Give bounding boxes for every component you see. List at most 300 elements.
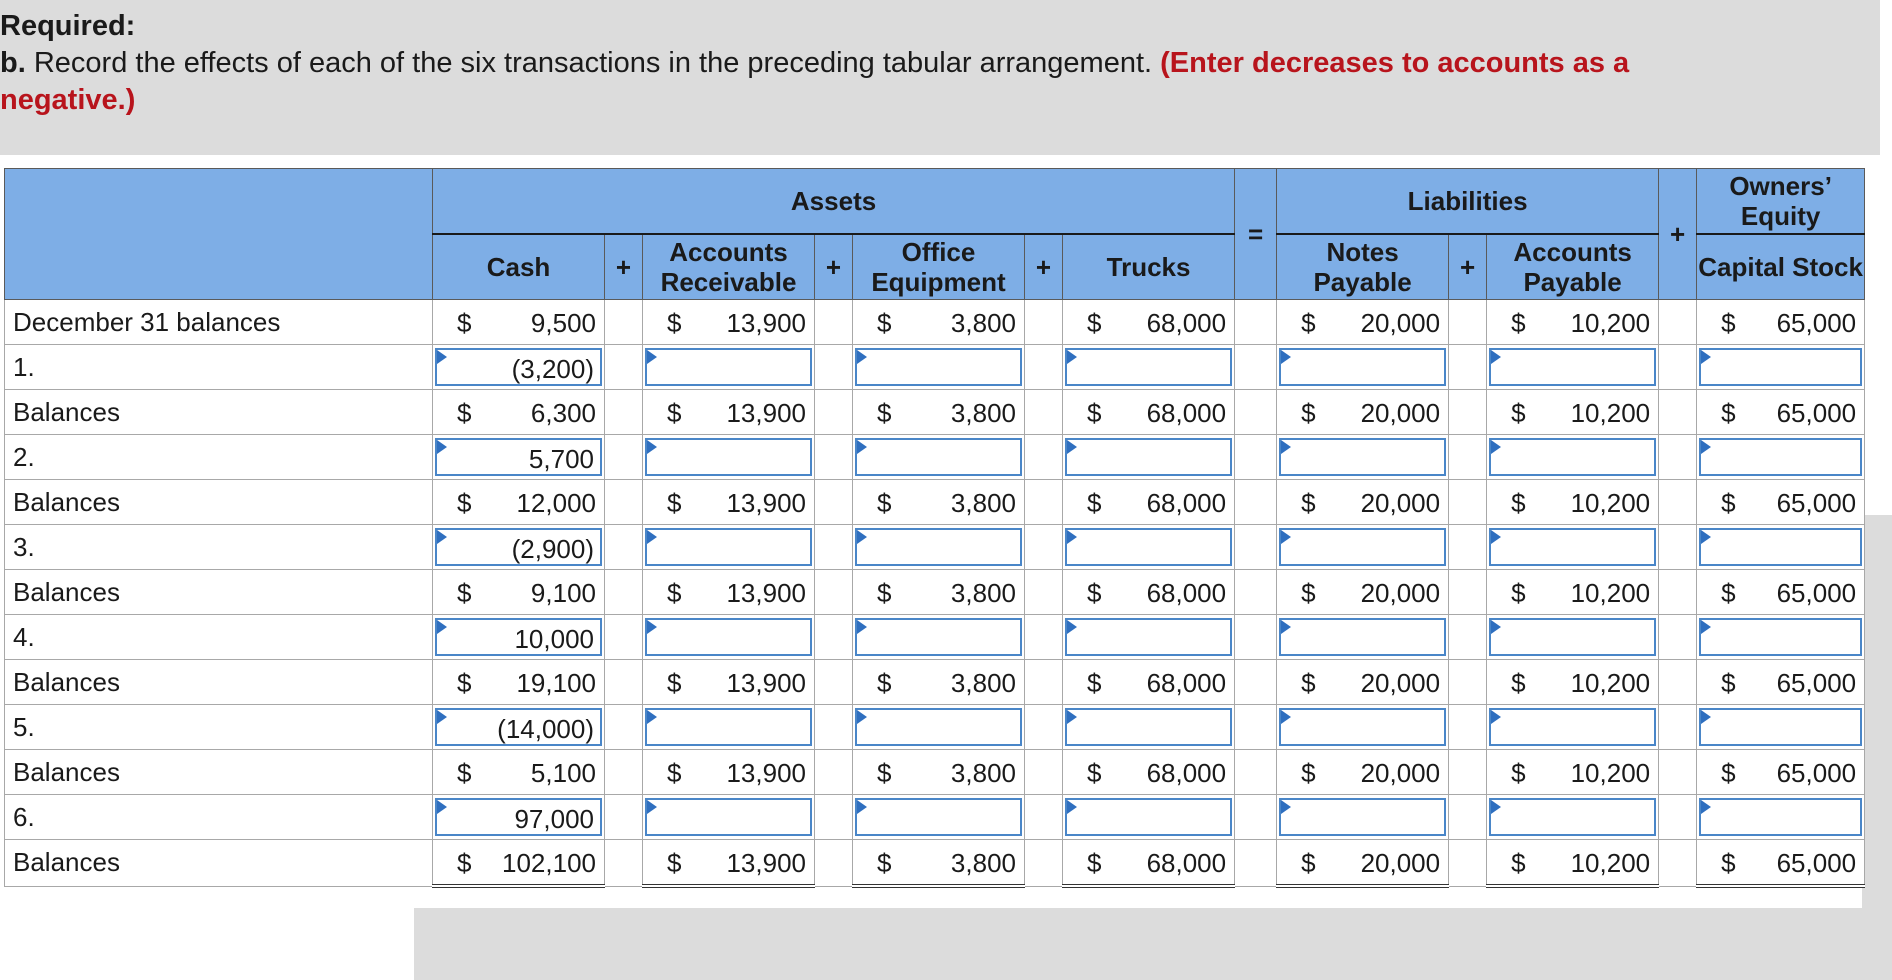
notes-payable-cell xyxy=(1277,435,1449,480)
dollar-sign: $ xyxy=(1721,668,1736,698)
dollar-sign: $ xyxy=(667,488,682,518)
dollar-sign: $ xyxy=(457,488,472,518)
cash-cell xyxy=(433,525,605,570)
dollar-sign: $ xyxy=(877,308,892,338)
office-equipment-value: 3,800 xyxy=(950,488,1016,518)
dollar-sign: $ xyxy=(1301,398,1316,428)
cash-input[interactable] xyxy=(435,708,602,746)
dropdown-marker-icon xyxy=(1067,710,1077,724)
dollar-sign: $ xyxy=(877,758,892,788)
dropdown-marker-icon xyxy=(1491,530,1501,544)
dollar-sign: $ xyxy=(1087,308,1102,338)
accounts-payable-balance xyxy=(1487,571,1658,613)
capital-stock-input[interactable] xyxy=(1699,528,1862,566)
accounts-receivable-value: 13,900 xyxy=(726,398,806,428)
accounts-receivable-balance xyxy=(643,301,814,343)
operator-gap xyxy=(605,795,643,840)
operator-gap xyxy=(1449,525,1487,570)
operator-gap xyxy=(815,840,853,887)
cash-value: 5,100 xyxy=(530,758,596,788)
balance-row xyxy=(5,570,1865,615)
operator-gap xyxy=(1449,795,1487,840)
accounts-payable-cell xyxy=(1487,840,1659,887)
accounts-payable-input[interactable] xyxy=(1489,348,1656,386)
office-equipment-cell xyxy=(853,840,1025,887)
office-equipment-input[interactable] xyxy=(855,798,1022,836)
operator-gap xyxy=(1449,345,1487,390)
notes-payable-balance xyxy=(1277,301,1448,343)
accounts-payable-value: 10,200 xyxy=(1570,398,1651,428)
dollar-sign: $ xyxy=(877,848,892,878)
operator-gap xyxy=(815,705,853,750)
cash-balance xyxy=(433,661,604,703)
operator-gap xyxy=(1025,525,1063,570)
cash-input[interactable] xyxy=(435,528,602,566)
dollar-sign: $ xyxy=(667,668,682,698)
office-equipment-balance xyxy=(853,841,1024,883)
operator-gap xyxy=(605,435,643,480)
cash-value: (3,200) xyxy=(511,354,594,384)
operator-gap xyxy=(1659,525,1697,570)
notes-payable-cell xyxy=(1277,480,1449,525)
notes-payable-input[interactable] xyxy=(1279,438,1446,476)
cash-cell xyxy=(433,660,605,705)
dollar-sign: $ xyxy=(1087,758,1102,788)
operator-gap xyxy=(1449,660,1487,705)
dollar-sign: $ xyxy=(1087,848,1102,878)
accounts-payable-cell xyxy=(1487,345,1659,390)
operator-gap xyxy=(605,525,643,570)
cash-input[interactable] xyxy=(435,438,602,476)
dollar-sign: $ xyxy=(667,578,682,608)
dollar-sign: $ xyxy=(1721,398,1736,428)
cash-cell xyxy=(433,345,605,390)
transaction-row xyxy=(5,795,1865,840)
trucks-cell xyxy=(1063,570,1235,615)
office-equipment-balance xyxy=(853,481,1024,523)
trucks-input[interactable] xyxy=(1065,528,1232,566)
accounts-payable-value: 10,200 xyxy=(1570,668,1651,698)
row-label: Balances xyxy=(5,840,433,887)
cash-value: 9,500 xyxy=(530,308,596,338)
office-equipment-value: 3,800 xyxy=(950,668,1016,698)
operator-gap xyxy=(1449,390,1487,435)
operator-gap xyxy=(1659,705,1697,750)
dollar-sign: $ xyxy=(457,848,472,878)
equals-sign: = xyxy=(1235,169,1277,300)
part-letter: b. xyxy=(0,47,26,79)
capital-stock-header: Capital Stock xyxy=(1697,234,1865,300)
office-equipment-value: 3,800 xyxy=(950,308,1016,338)
accounts-payable-input[interactable] xyxy=(1489,798,1656,836)
accounts-payable-value: 10,200 xyxy=(1570,848,1651,878)
capital-stock-balance xyxy=(1697,571,1864,613)
accounts-payable-balance xyxy=(1487,751,1658,793)
trucks-balance xyxy=(1063,661,1234,703)
office-equipment-cell xyxy=(853,525,1025,570)
row-label: Balances xyxy=(5,480,433,525)
accounts-receivable-input[interactable] xyxy=(645,708,812,746)
cash-value: 5,700 xyxy=(528,444,594,474)
background-strip-bottom xyxy=(414,908,1892,980)
notes-payable-value: 20,000 xyxy=(1360,668,1441,698)
dollar-sign: $ xyxy=(1721,848,1736,878)
dropdown-marker-icon xyxy=(437,710,447,724)
cash-cell xyxy=(433,750,605,795)
row-label: 5. xyxy=(5,705,433,750)
cash-balance xyxy=(433,391,604,433)
header-row-groups xyxy=(5,169,1865,235)
office-equipment-value: 3,800 xyxy=(950,848,1016,878)
accounts-receivable-value: 13,900 xyxy=(726,488,806,518)
dropdown-marker-icon xyxy=(1491,620,1501,634)
accounts-payable-input[interactable] xyxy=(1489,618,1656,656)
accounts-receivable-value: 13,900 xyxy=(726,668,806,698)
office-equipment-input[interactable] xyxy=(855,528,1022,566)
cash-value: 6,300 xyxy=(530,398,596,428)
trucks-cell xyxy=(1063,435,1235,480)
dropdown-marker-icon xyxy=(1067,530,1077,544)
accounts-receivable-cell xyxy=(643,300,815,345)
accounts-payable-input[interactable] xyxy=(1489,438,1656,476)
capital-stock-cell xyxy=(1697,840,1865,887)
operator-gap xyxy=(1235,660,1277,705)
office-equipment-input[interactable] xyxy=(855,348,1022,386)
accounts-receivable-cell xyxy=(643,750,815,795)
dollar-sign: $ xyxy=(457,758,472,788)
question-prompt xyxy=(0,8,1770,119)
cash-cell xyxy=(433,795,605,840)
dollar-sign: $ xyxy=(1301,308,1316,338)
dropdown-marker-icon xyxy=(437,440,447,454)
accounts-receivable-cell xyxy=(643,390,815,435)
accounts-receivable-input[interactable] xyxy=(645,438,812,476)
trucks-input[interactable] xyxy=(1065,798,1232,836)
cash-value: 19,100 xyxy=(516,668,596,698)
operator-gap xyxy=(1025,705,1063,750)
trucks-value: 68,000 xyxy=(1146,488,1227,518)
capital-stock-input[interactable] xyxy=(1699,618,1862,656)
notes-payable-value: 20,000 xyxy=(1360,398,1441,428)
dollar-sign: $ xyxy=(877,398,892,428)
notes-payable-input[interactable] xyxy=(1279,348,1446,386)
capital-stock-cell xyxy=(1697,795,1865,840)
operator-gap xyxy=(1025,300,1063,345)
dollar-sign: $ xyxy=(1721,578,1736,608)
accounts-payable-cell xyxy=(1487,390,1659,435)
dropdown-marker-icon xyxy=(857,800,867,814)
dollar-sign: $ xyxy=(877,668,892,698)
dropdown-marker-icon xyxy=(647,800,657,814)
notes-payable-balance xyxy=(1277,481,1448,523)
office-equipment-input[interactable] xyxy=(855,618,1022,656)
dropdown-marker-icon xyxy=(1701,710,1711,724)
accounts-payable-balance xyxy=(1487,661,1658,703)
accounts-payable-cell xyxy=(1487,300,1659,345)
row-label: Balances xyxy=(5,660,433,705)
accounts-payable-cell xyxy=(1487,660,1659,705)
office-equipment-cell xyxy=(853,795,1025,840)
notes-payable-value: 20,000 xyxy=(1360,578,1441,608)
emphasis-text: (Enter decreases to accounts as a negative.) xyxy=(0,47,1630,116)
operator-gap xyxy=(605,705,643,750)
cash-input[interactable] xyxy=(435,348,602,386)
operator-gap xyxy=(815,435,853,480)
accounts-payable-header: Accounts Payable xyxy=(1487,234,1659,300)
dropdown-marker-icon xyxy=(437,530,447,544)
accounts-receivable-cell xyxy=(643,345,815,390)
capital-stock-cell xyxy=(1697,570,1865,615)
cash-value: 9,100 xyxy=(530,578,596,608)
dollar-sign: $ xyxy=(1511,668,1526,698)
trucks-cell xyxy=(1063,390,1235,435)
cash-cell xyxy=(433,390,605,435)
dropdown-marker-icon xyxy=(1281,800,1291,814)
office-equipment-cell xyxy=(853,570,1025,615)
operator-gap xyxy=(1235,705,1277,750)
row-label: 3. xyxy=(5,525,433,570)
trucks-balance xyxy=(1063,481,1234,523)
notes-payable-input[interactable] xyxy=(1279,798,1446,836)
dropdown-marker-icon xyxy=(1067,620,1077,634)
accounts-receivable-input[interactable] xyxy=(645,528,812,566)
office-equipment-balance xyxy=(853,751,1024,793)
office-equipment-balance xyxy=(853,391,1024,433)
cash-input[interactable] xyxy=(435,798,602,836)
cash-cell xyxy=(433,705,605,750)
trucks-input[interactable] xyxy=(1065,708,1232,746)
operator-gap xyxy=(1025,660,1063,705)
dollar-sign: $ xyxy=(1301,848,1316,878)
accounts-payable-value: 10,200 xyxy=(1570,578,1651,608)
dropdown-marker-icon xyxy=(857,530,867,544)
capital-stock-cell xyxy=(1697,300,1865,345)
operator-gap xyxy=(1449,435,1487,480)
notes-payable-cell xyxy=(1277,840,1449,887)
dropdown-marker-icon xyxy=(1281,620,1291,634)
cash-cell xyxy=(433,615,605,660)
accounts-receivable-cell xyxy=(643,480,815,525)
notes-payable-cell xyxy=(1277,570,1449,615)
capital-stock-balance xyxy=(1697,841,1864,883)
accounts-receivable-balance xyxy=(643,391,814,433)
dropdown-marker-icon xyxy=(437,800,447,814)
cash-balance xyxy=(433,571,604,613)
trucks-cell xyxy=(1063,525,1235,570)
operator-gap xyxy=(815,480,853,525)
operator-gap xyxy=(1235,840,1277,887)
accounts-receivable-cell xyxy=(643,660,815,705)
trucks-cell xyxy=(1063,345,1235,390)
row-label: Balances xyxy=(5,750,433,795)
dropdown-marker-icon xyxy=(857,710,867,724)
capital-stock-value: 65,000 xyxy=(1776,758,1857,788)
trucks-cell xyxy=(1063,660,1235,705)
dollar-sign: $ xyxy=(1721,308,1736,338)
notes-payable-cell xyxy=(1277,750,1449,795)
office-equipment-cell xyxy=(853,300,1025,345)
notes-payable-value: 20,000 xyxy=(1360,758,1441,788)
operator-gap xyxy=(815,390,853,435)
cash-input[interactable] xyxy=(435,618,602,656)
office-equipment-value: 3,800 xyxy=(950,758,1016,788)
accounts-receivable-cell xyxy=(643,795,815,840)
office-equipment-balance xyxy=(853,571,1024,613)
office-equipment-value: 3,800 xyxy=(950,398,1016,428)
trucks-balance xyxy=(1063,391,1234,433)
plus-sign: + xyxy=(1659,169,1697,300)
liabilities-header: Liabilities xyxy=(1277,169,1659,235)
cash-value: 10,000 xyxy=(514,624,594,654)
notes-payable-input[interactable] xyxy=(1279,618,1446,656)
operator-gap xyxy=(1025,750,1063,795)
capital-stock-balance xyxy=(1697,391,1864,433)
office-equipment-input[interactable] xyxy=(855,708,1022,746)
accounts-receivable-balance xyxy=(643,841,814,883)
capital-stock-value: 65,000 xyxy=(1776,578,1857,608)
dropdown-marker-icon xyxy=(647,350,657,364)
dollar-sign: $ xyxy=(1087,578,1102,608)
accounts-receivable-input[interactable] xyxy=(645,618,812,656)
transaction-row xyxy=(5,345,1865,390)
notes-payable-balance xyxy=(1277,841,1448,883)
office-equipment-input[interactable] xyxy=(855,438,1022,476)
notes-payable-input[interactable] xyxy=(1279,528,1446,566)
balance-row xyxy=(5,840,1865,887)
operator-gap xyxy=(1659,390,1697,435)
accounts-payable-input[interactable] xyxy=(1489,708,1656,746)
dropdown-marker-icon xyxy=(647,440,657,454)
trucks-value: 68,000 xyxy=(1146,308,1227,338)
accounts-payable-input[interactable] xyxy=(1489,528,1656,566)
row-label: December 31 balances xyxy=(5,300,433,345)
dropdown-marker-icon xyxy=(437,350,447,364)
accounts-receivable-input[interactable] xyxy=(645,348,812,386)
accounts-receivable-value: 13,900 xyxy=(726,578,806,608)
operator-gap xyxy=(605,300,643,345)
capital-stock-cell xyxy=(1697,750,1865,795)
trucks-cell xyxy=(1063,300,1235,345)
trucks-input[interactable] xyxy=(1065,348,1232,386)
accounts-payable-cell xyxy=(1487,570,1659,615)
accounts-receivable-cell xyxy=(643,525,815,570)
accounts-receivable-value: 13,900 xyxy=(726,758,806,788)
cash-cell xyxy=(433,435,605,480)
accounts-payable-value: 10,200 xyxy=(1570,758,1651,788)
operator-gap xyxy=(815,615,853,660)
operator-gap xyxy=(1025,795,1063,840)
dropdown-marker-icon xyxy=(647,530,657,544)
trucks-value: 68,000 xyxy=(1146,578,1227,608)
dropdown-marker-icon xyxy=(1701,440,1711,454)
office-equipment-cell xyxy=(853,435,1025,480)
dollar-sign: $ xyxy=(1511,848,1526,878)
capital-stock-input[interactable] xyxy=(1699,798,1862,836)
accounts-payable-cell xyxy=(1487,795,1659,840)
trucks-input[interactable] xyxy=(1065,438,1232,476)
trucks-cell xyxy=(1063,615,1235,660)
dollar-sign: $ xyxy=(457,308,472,338)
dollar-sign: $ xyxy=(1301,758,1316,788)
dollar-sign: $ xyxy=(877,578,892,608)
notes-payable-balance xyxy=(1277,661,1448,703)
transaction-row xyxy=(5,615,1865,660)
accounts-receivable-cell xyxy=(643,705,815,750)
operator-gap xyxy=(1449,750,1487,795)
operator-gap xyxy=(605,570,643,615)
accounts-receivable-cell xyxy=(643,615,815,660)
dropdown-marker-icon xyxy=(1281,440,1291,454)
cash-value: 102,100 xyxy=(502,848,596,878)
capital-stock-input[interactable] xyxy=(1699,438,1862,476)
notes-payable-cell xyxy=(1277,615,1449,660)
accounts-payable-cell xyxy=(1487,705,1659,750)
operator-gap xyxy=(1025,570,1063,615)
accounts-receivable-input[interactable] xyxy=(645,798,812,836)
plus-sign: + xyxy=(815,234,853,300)
dollar-sign: $ xyxy=(1721,488,1736,518)
accounts-receivable-cell xyxy=(643,435,815,480)
capital-stock-cell xyxy=(1697,615,1865,660)
capital-stock-cell xyxy=(1697,480,1865,525)
accounts-payable-cell xyxy=(1487,435,1659,480)
notes-payable-cell xyxy=(1277,660,1449,705)
cash-cell xyxy=(433,480,605,525)
dropdown-marker-icon xyxy=(1281,350,1291,364)
office-equipment-cell xyxy=(853,615,1025,660)
trucks-value: 68,000 xyxy=(1146,398,1227,428)
dropdown-marker-icon xyxy=(857,440,867,454)
trucks-balance xyxy=(1063,751,1234,793)
office-equipment-balance xyxy=(853,661,1024,703)
trucks-value: 68,000 xyxy=(1146,758,1227,788)
required-heading: Required: xyxy=(0,10,136,42)
accounts-receivable-cell xyxy=(643,570,815,615)
dollar-sign: $ xyxy=(457,398,472,428)
capital-stock-input[interactable] xyxy=(1699,708,1862,746)
cash-header: Cash xyxy=(433,234,605,300)
dollar-sign: $ xyxy=(667,848,682,878)
trucks-value: 68,000 xyxy=(1146,848,1227,878)
notes-payable-value: 20,000 xyxy=(1360,488,1441,518)
accounts-receivable-header: Accounts Receivable xyxy=(643,234,815,300)
trucks-balance xyxy=(1063,301,1234,343)
trucks-input[interactable] xyxy=(1065,618,1232,656)
accounts-receivable-value: 13,900 xyxy=(726,848,806,878)
cash-cell xyxy=(433,300,605,345)
accounts-payable-balance xyxy=(1487,841,1658,883)
notes-payable-cell xyxy=(1277,300,1449,345)
capital-stock-input[interactable] xyxy=(1699,348,1862,386)
cash-balance xyxy=(433,841,604,883)
accounts-payable-cell xyxy=(1487,750,1659,795)
capital-stock-cell xyxy=(1697,660,1865,705)
background-strip-right xyxy=(1862,515,1892,935)
notes-payable-cell xyxy=(1277,345,1449,390)
accounts-receivable-balance xyxy=(643,481,814,523)
dropdown-marker-icon xyxy=(1491,710,1501,724)
notes-payable-cell xyxy=(1277,705,1449,750)
dollar-sign: $ xyxy=(667,758,682,788)
header-blank xyxy=(5,169,433,300)
owners-equity-header: Owners’ Equity xyxy=(1697,169,1865,235)
operator-gap xyxy=(815,300,853,345)
notes-payable-input[interactable] xyxy=(1279,708,1446,746)
office-equipment-cell xyxy=(853,705,1025,750)
accounts-payable-balance xyxy=(1487,391,1658,433)
plus-sign: + xyxy=(605,234,643,300)
operator-gap xyxy=(1235,390,1277,435)
